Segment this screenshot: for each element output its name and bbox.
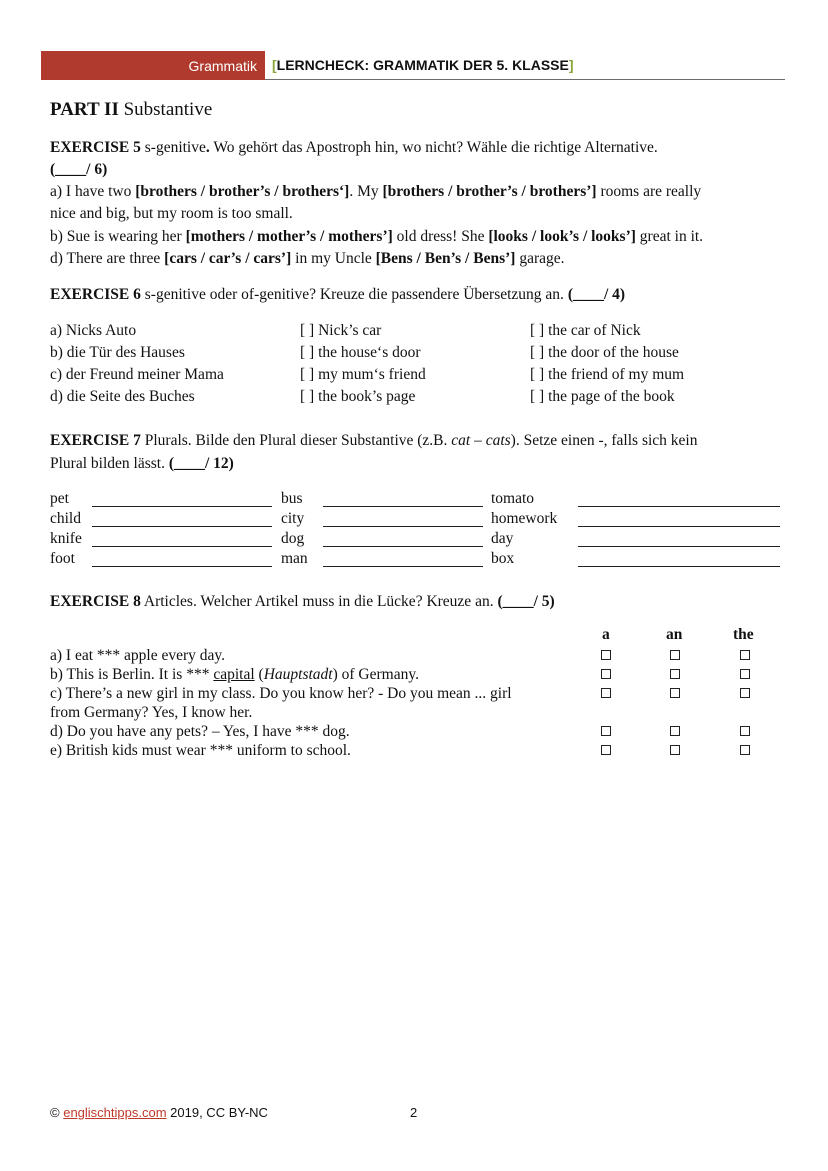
- ex5-item-a: [50, 181, 701, 203]
- ex8-instruction: Articles. Welcher Artikel muss in die Lücke? Kreuze an.: [140, 593, 498, 610]
- ex7-instruction2: ). Setze einen -, falls sich kein: [510, 432, 698, 449]
- ex6-option-label: [ ] the friend of my mum: [530, 366, 685, 383]
- ex6-option-label: [ ] the house‘s door: [300, 344, 421, 361]
- ex7-answer-line[interactable]: [92, 566, 272, 567]
- ex5-score: [50, 159, 107, 181]
- ex7-word: homework: [491, 510, 558, 527]
- ex8-b-capital: capital: [213, 666, 255, 683]
- ex7-answer-line[interactable]: [323, 506, 483, 507]
- header-title-text: LERNCHECK: GRAMMATIK DER 5. KLASSE: [276, 57, 569, 73]
- ex8-score: (____/ 5): [497, 593, 555, 610]
- ex8-item-e: e) British kids must wear *** uniform to school.: [50, 742, 351, 759]
- footer-license: 2019, CC BY-NC: [166, 1105, 268, 1120]
- ex6-option-label: [ ] the book’s page: [300, 388, 416, 405]
- ex6-option-label: [ ] the car of Nick: [530, 322, 641, 339]
- ex5-a-text1: a) I have two: [50, 183, 136, 200]
- copyright-symbol: ©: [50, 1105, 60, 1120]
- ex7-answer-line[interactable]: [323, 566, 483, 567]
- checkbox-the[interactable]: [740, 726, 750, 736]
- checkbox-the[interactable]: [740, 745, 750, 755]
- ex5-a-options2: [brothers / brother’s / brothers’]: [382, 183, 597, 200]
- ex5-b-text3: great in it.: [635, 228, 704, 245]
- ex7-answer-line[interactable]: [323, 546, 483, 547]
- ex5-item-d: [50, 248, 565, 270]
- ex5-b-text1: b) Sue is wearing her: [50, 228, 186, 245]
- ex7-word: city: [281, 510, 305, 527]
- ex6-german: d) die Seite des Buches: [50, 388, 195, 405]
- checkbox-a[interactable]: [601, 726, 611, 736]
- ex6-row: [50, 320, 136, 342]
- ex6-option-label: [ ] my mum‘s friend: [300, 366, 426, 383]
- ex7-answer-line[interactable]: [578, 546, 780, 547]
- ex5-d-text3: garage.: [515, 250, 565, 267]
- ex6-label: EXERCISE 6: [50, 286, 141, 303]
- ex6-heading: [50, 284, 625, 306]
- part-heading: [50, 99, 212, 121]
- ex5-d-options1: [cars / car’s / cars’]: [164, 250, 292, 267]
- ex6-option-of-genitive[interactable]: [530, 386, 675, 408]
- checkbox-a[interactable]: [601, 669, 611, 679]
- ex5-instruction: Wo gehört das Apostroph hin, wo nicht? Wähle die richtige Alternative.: [209, 139, 658, 156]
- part-number: PART II: [50, 99, 119, 120]
- bracket-close: ]: [568, 57, 574, 73]
- ex6-row: [50, 386, 195, 408]
- header-tab-label: Grammatik: [188, 57, 257, 74]
- ex8-b-text1: b) This is Berlin. It is ***: [50, 666, 214, 683]
- ex7-answer-line[interactable]: [92, 506, 272, 507]
- ex6-score: (____/ 4): [567, 286, 626, 303]
- ex8-b-german: Hauptstadt: [263, 666, 333, 683]
- ex7-score: (____/ 12): [168, 455, 234, 472]
- ex6-option-s-genitive[interactable]: [300, 342, 421, 364]
- bracket-open: [: [272, 57, 277, 73]
- ex6-option-s-genitive[interactable]: [300, 364, 426, 386]
- ex7-answer-line[interactable]: [323, 526, 483, 527]
- ex5-a-text2: . My: [349, 183, 383, 200]
- ex5-intro: s-genitive: [140, 139, 206, 156]
- ex7-word: man: [281, 550, 308, 567]
- footer-link[interactable]: englischtipps.com: [63, 1105, 167, 1120]
- ex6-option-label: [ ] Nick’s car: [300, 322, 382, 339]
- ex8-heading: [50, 591, 555, 613]
- column-header-the: the: [733, 626, 754, 643]
- ex7-word: tomato: [491, 490, 535, 507]
- ex8-b-text2: ) of Germany.: [332, 666, 419, 683]
- ex6-row: [50, 364, 224, 386]
- ex7-answer-line[interactable]: [92, 526, 272, 527]
- part-title: Substantive: [123, 99, 213, 120]
- ex7-answer-line[interactable]: [578, 566, 780, 567]
- ex5-heading: [50, 137, 658, 159]
- checkbox-an[interactable]: [670, 650, 680, 660]
- ex7-label: EXERCISE 7: [50, 432, 141, 449]
- ex6-german: c) der Freund meiner Mama: [50, 366, 224, 383]
- ex7-word: bus: [281, 490, 303, 507]
- ex8-item-c: c) There’s a new girl in my class. Do you know her? - Do you mean ... girl: [50, 685, 512, 702]
- column-header-an: an: [666, 626, 683, 643]
- ex7-answer-line[interactable]: [578, 506, 780, 507]
- ex5-a-options1: [brothers / brother’s / brothers‘]: [135, 183, 350, 200]
- ex5-b-text2: old dress! She: [392, 228, 489, 245]
- ex5-d-text2: in my Uncle: [291, 250, 376, 267]
- ex6-german: b) die Tür des Hauses: [50, 344, 185, 361]
- checkbox-the[interactable]: [740, 688, 750, 698]
- header-divider: [265, 79, 785, 80]
- ex7-heading: [50, 430, 697, 452]
- ex6-row: [50, 342, 185, 364]
- ex7-word: foot: [50, 550, 75, 567]
- ex7-example: cat – cats: [451, 432, 511, 449]
- checkbox-the[interactable]: [740, 650, 750, 660]
- footer-copyright: [50, 1105, 268, 1120]
- ex6-option-of-genitive[interactable]: [530, 364, 684, 386]
- ex6-option-s-genitive[interactable]: [300, 320, 381, 342]
- ex8-b-paren: (: [254, 666, 264, 683]
- page-number: 2: [410, 1105, 418, 1120]
- ex7-instruction1: Plurals. Bilde den Plural dieser Substantive (z.B.: [140, 432, 452, 449]
- ex7-answer-line[interactable]: [92, 546, 272, 547]
- ex5-b-options1: [mothers / mother’s / mothers’]: [185, 228, 393, 245]
- checkbox-a[interactable]: [601, 688, 611, 698]
- header-tab: [41, 51, 265, 80]
- checkbox-an[interactable]: [670, 669, 680, 679]
- checkbox-a[interactable]: [601, 650, 611, 660]
- ex5-score-text: (____/ 6): [50, 161, 108, 178]
- ex5-d-options2: [Bens / Ben’s / Bens’]: [375, 250, 516, 267]
- ex7-instruction3: Plural bilden lässt.: [50, 455, 169, 472]
- ex5-item-b: [50, 226, 703, 248]
- ex7-word: dog: [281, 530, 305, 547]
- ex6-option-label: [ ] the door of the house: [530, 344, 679, 361]
- checkbox-a[interactable]: [601, 745, 611, 755]
- ex7-word: day: [491, 530, 514, 547]
- checkbox-an[interactable]: [670, 726, 680, 736]
- ex7-word: knife: [50, 530, 82, 547]
- checkbox-an[interactable]: [670, 688, 680, 698]
- checkbox-the[interactable]: [740, 669, 750, 679]
- ex8-item-c-cont: from Germany? Yes, I know her.: [50, 704, 253, 721]
- ex8-item-d: d) Do you have any pets? – Yes, I have *** dog.: [50, 723, 350, 740]
- ex6-option-label: [ ] the page of the book: [530, 388, 675, 405]
- ex8-label: EXERCISE 8: [50, 593, 141, 610]
- ex5-b-options2: [looks / look’s / looks’]: [488, 228, 636, 245]
- ex5-item-a-cont: [50, 203, 293, 225]
- ex5-label: EXERCISE 5: [50, 139, 141, 156]
- checkbox-an[interactable]: [670, 745, 680, 755]
- ex6-option-s-genitive[interactable]: [300, 386, 415, 408]
- column-header-a: a: [602, 626, 610, 643]
- ex7-word: pet: [50, 490, 69, 507]
- ex5-a-text3: rooms are really: [596, 183, 702, 200]
- ex5-d-text1: d) There are three: [50, 250, 165, 267]
- ex5-dot: .: [205, 139, 210, 156]
- ex7-word: box: [491, 550, 515, 567]
- ex7-word: child: [50, 510, 81, 527]
- ex8-item-a: a) I eat *** apple every day.: [50, 647, 226, 664]
- ex5-a-text4: nice and big, but my room is too small.: [50, 205, 293, 222]
- ex7-heading-cont: [50, 453, 234, 475]
- header-title: [272, 57, 574, 73]
- ex6-german: a) Nicks Auto: [50, 322, 137, 339]
- ex7-answer-line[interactable]: [578, 526, 780, 527]
- ex6-option-of-genitive[interactable]: [530, 320, 641, 342]
- ex6-option-of-genitive[interactable]: [530, 342, 679, 364]
- ex6-instruction: s-genitive oder of-genitive? Kreuze die passendere Übersetzung an.: [140, 286, 568, 303]
